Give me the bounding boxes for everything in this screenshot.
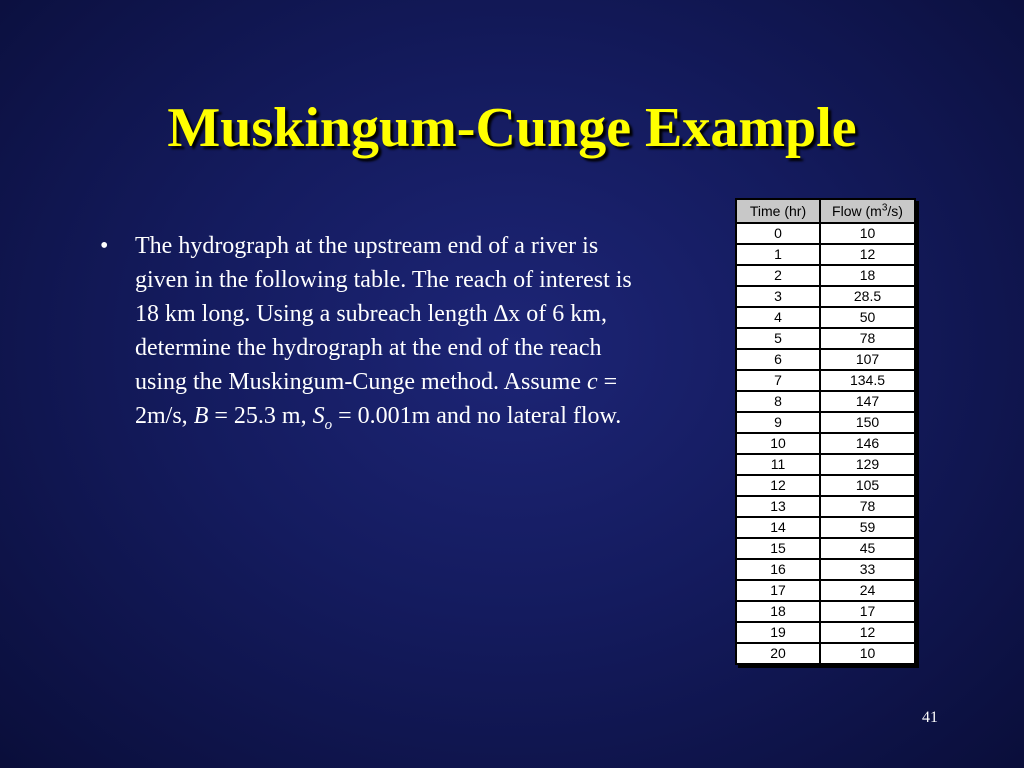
flow-cell: 24 [820,580,915,601]
flow-cell: 10 [820,223,915,244]
table-row [736,286,915,307]
time-cell: 9 [736,412,820,433]
header-flow-suffix: /s) [887,203,903,219]
time-cell: 8 [736,391,820,412]
variable-b: B [193,403,209,429]
time-cell: 20 [736,643,820,664]
variable-s-subscript: o [324,417,333,433]
statement-text-3: = 25.3 m, [208,403,313,429]
flow-cell: 28.5 [820,286,915,307]
time-cell: 5 [736,328,820,349]
time-cell: 14 [736,517,820,538]
table-header-row [736,199,915,223]
time-cell: 10 [736,433,820,454]
table-row [736,370,915,391]
table-row [736,601,915,622]
table-row [736,580,915,601]
flow-cell: 146 [820,433,915,454]
statement-text-4: = 0.001m and no lateral flow. [332,403,622,429]
time-cell: 7 [736,370,820,391]
table-row [736,496,915,517]
problem-statement [135,229,655,433]
table-row [736,328,915,349]
header-time: Time (hr) [736,199,820,223]
header-flow-prefix: Flow (m [832,203,882,219]
flow-cell: 59 [820,517,915,538]
header-flow [820,199,915,223]
header-flow-superscript: 3 [881,202,888,214]
variable-c: c [587,369,598,395]
table-row [736,433,915,454]
flow-cell: 150 [820,412,915,433]
flow-cell: 129 [820,454,915,475]
time-cell: 11 [736,454,820,475]
time-cell: 13 [736,496,820,517]
time-cell: 4 [736,307,820,328]
time-cell: 19 [736,622,820,643]
table-body [736,223,915,664]
table-row [736,349,915,370]
time-cell: 12 [736,475,820,496]
table-row [736,244,915,265]
table-row [736,622,915,643]
flow-cell: 107 [820,349,915,370]
time-cell: 18 [736,601,820,622]
flow-cell: 12 [820,244,915,265]
flow-cell: 50 [820,307,915,328]
time-cell: 2 [736,265,820,286]
table-row [736,307,915,328]
flow-cell: 12 [820,622,915,643]
table-row [736,265,915,286]
table-row [736,223,915,244]
flow-cell: 147 [820,391,915,412]
hydrograph-table [735,198,916,665]
time-cell: 6 [736,349,820,370]
table-row [736,517,915,538]
table-row [736,643,915,664]
time-cell: 0 [736,223,820,244]
table-row [736,475,915,496]
time-cell: 17 [736,580,820,601]
bullet-marker: • [100,233,109,259]
statement-text-2: = 2m/s, [135,369,618,429]
flow-cell: 134.5 [820,370,915,391]
flow-cell: 78 [820,496,915,517]
bullet-point [100,229,660,433]
statement-text-1: The hydrograph at the upstream end of a river is given in the following table. The reach of interest is 18 km long. Using a subreach length ∆x of 6 km, determine the hydrograph at the end of the reach using the Muskingum-Cunge method. Assume [135,233,632,395]
table-row [736,559,915,580]
flow-cell: 33 [820,559,915,580]
slide-title: Muskingum-Cunge Example [167,97,857,159]
table-row [736,412,915,433]
time-cell: 1 [736,244,820,265]
flow-cell: 105 [820,475,915,496]
flow-cell: 10 [820,643,915,664]
table-row [736,391,915,412]
flow-cell: 45 [820,538,915,559]
time-cell: 16 [736,559,820,580]
time-cell: 3 [736,286,820,307]
page-number: 41 [922,709,938,726]
table-row [736,538,915,559]
time-cell: 15 [736,538,820,559]
flow-cell: 17 [820,601,915,622]
variable-s: S [312,403,325,429]
flow-cell: 78 [820,328,915,349]
flow-cell: 18 [820,265,915,286]
table-row [736,454,915,475]
